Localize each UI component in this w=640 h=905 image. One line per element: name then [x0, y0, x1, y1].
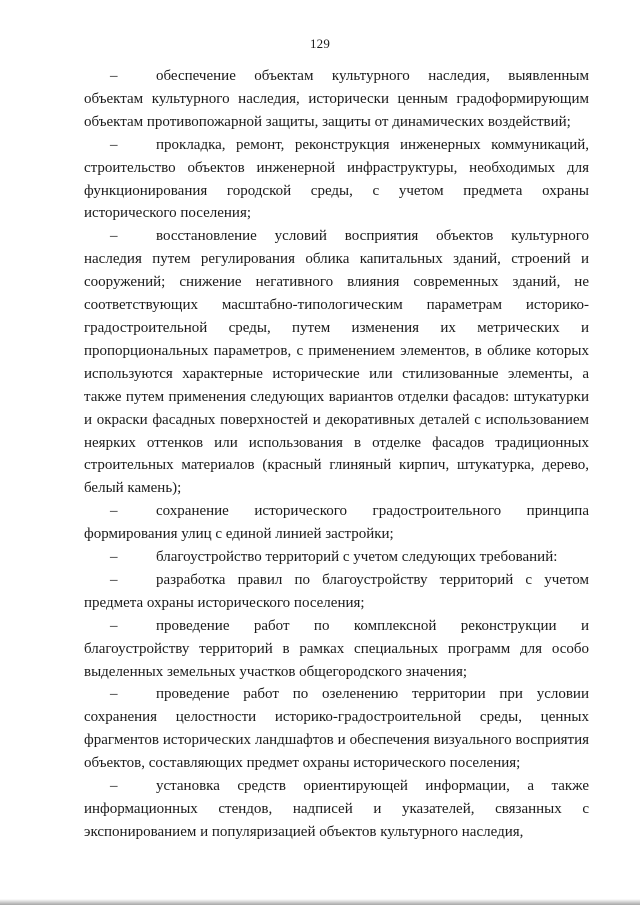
paragraph-text: проведение работ по комплексной реконструкции и благоустройству территорий в рамках специальных программ для особо выделенных земельных участков общегородского значения;: [84, 617, 589, 680]
list-dash: –: [110, 686, 118, 703]
paragraph-text: разработка правил по благоустройству территорий с учетом предмета охраны исторического поселения;: [84, 571, 589, 611]
scan-bottom-edge: [0, 899, 640, 905]
paragraph-street-line: [84, 500, 589, 546]
paragraph-fire-protection: [84, 65, 589, 134]
list-dash: –: [110, 503, 118, 520]
paragraph-text: благоустройство территорий с учетом следующих требований:: [156, 549, 558, 566]
paragraph-engineering-communications: [84, 134, 589, 226]
paragraph-greening-works: [84, 683, 589, 775]
paragraph-text: сохранение исторического градостроительного принципа формирования улиц с единой линией застройки;: [84, 503, 589, 543]
paragraph-text: обеспечение объектам культурного наследия, выявленным объектам культурного наследия, исторически ценным градоформирующим объектам противопожарной защиты, защиты от динамических воздействий;: [84, 68, 589, 130]
list-dash: –: [110, 617, 118, 634]
paragraph-text: проведение работ по озеленению территории при условии сохранения целостности историко-градостроительной среды, ценных фрагментов исторических ландшафтов и обеспечения визуального восприятия объектов, составляющих предмет охраны исторического поселения;: [84, 686, 589, 772]
paragraph-text: прокладка, ремонт, реконструкция инженерных коммуникаций, строительство объектов инженерной инфраструктуры, необходимых для функционирования городской среды, с учетом предмета охраны исторического поселения;: [84, 136, 589, 222]
paragraph-text: восстановление условий восприятия объектов культурного наследия путем регулирования облика капитальных зданий, строений и сооружений; снижение негативного влияния современных зданий, не соответствующих масштабно-типологическим параметрам историко-градостроительной среды, путем изменения их метрических и пропорциональных параметров, с применением элементов, в облике которых используются характерные исторические или стилизованные элементы, а также путем применения следующих вариантов отделки фасадов: штукатурки и окраски фасадных поверхностей и декоративных деталей с использованием неярких оттенков или использования в отделке фасадов традиционных строительных материалов (красный глиняный кирпич, штукатурка, дерево, белый камень);: [84, 228, 589, 497]
page-number: 129: [309, 36, 331, 51]
list-dash: –: [110, 549, 118, 566]
paragraph-perception-conditions: [84, 225, 589, 500]
list-dash: –: [110, 68, 118, 84]
paragraph-reconstruction-works: [84, 615, 589, 684]
paragraph-landscaping-requirements: [84, 546, 589, 569]
list-dash: –: [110, 571, 118, 588]
document-body: [84, 65, 589, 844]
paragraph-orientation-info: [84, 775, 589, 844]
list-dash: –: [110, 136, 118, 153]
paragraph-landscaping-rules: [84, 569, 589, 615]
list-dash: –: [110, 228, 118, 245]
list-dash: –: [110, 778, 118, 795]
paragraph-text: установка средств ориентирующей информации, а также информационных стендов, надписей и указателей, связанных с экспонированием и популяризацией объектов культурного наследия,: [84, 778, 589, 840]
